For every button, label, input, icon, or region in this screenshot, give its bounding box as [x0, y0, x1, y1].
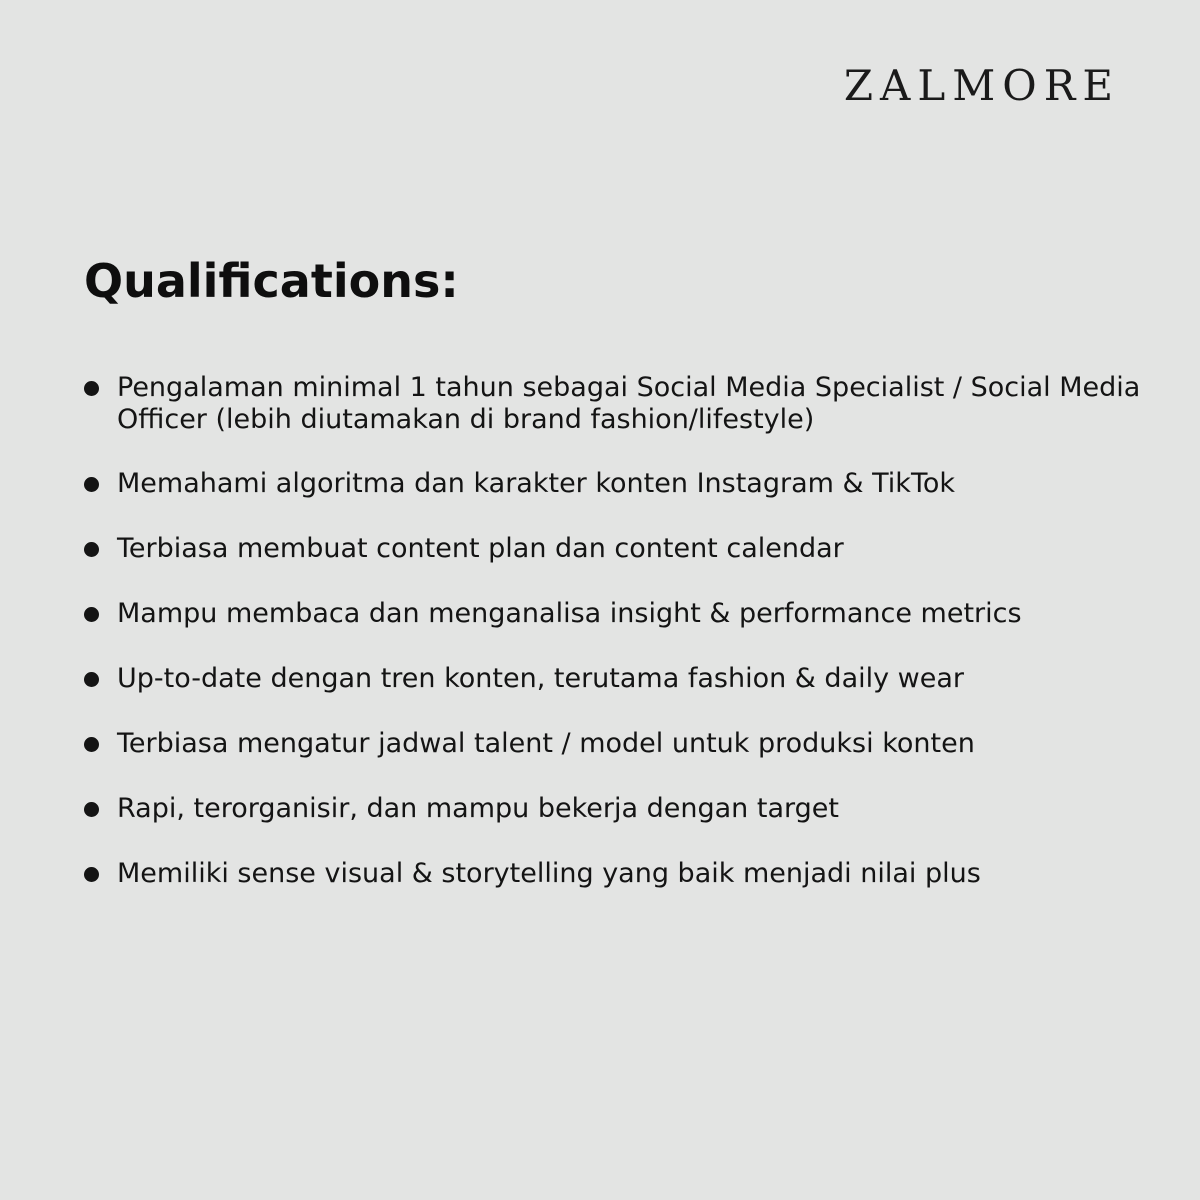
qualification-item [84, 598, 1144, 630]
bullet-icon [84, 381, 99, 396]
qualification-item [84, 793, 1144, 825]
qualification-text: Up-to-date dengan tren konten, terutama fashion & daily wear [117, 663, 965, 694]
bullet-icon [84, 867, 99, 882]
qualification-item [84, 533, 1144, 565]
qualification-text: Terbiasa mengatur jadwal talent / model untuk produksi konten [117, 728, 975, 759]
section-heading: Qualifications: [84, 254, 459, 308]
qualification-text: Pengalaman minimal 1 tahun sebagai Social Media Specialist / Social Media Officer (lebih diutamakan di brand fashion/lifestyle) [117, 372, 1141, 435]
bullet-icon [84, 672, 99, 687]
qualification-text: Memahami algoritma dan karakter konten Instagram & TikTok [117, 468, 956, 499]
bullet-icon [84, 477, 99, 492]
bullet-icon [84, 737, 99, 752]
qualification-text: Memiliki sense visual & storytelling yang baik menjadi nilai plus [117, 858, 981, 889]
bullet-icon [84, 802, 99, 817]
qualification-item [84, 663, 1144, 695]
qualifications-list [84, 372, 1144, 923]
qualification-item [84, 468, 1144, 500]
qualification-item [84, 858, 1144, 890]
qualification-text: Rapi, terorganisir, dan mampu bekerja dengan target [117, 793, 839, 824]
brand-logo: ZALMORE [843, 61, 1120, 110]
qualification-text: Mampu membaca dan menganalisa insight & performance metrics [117, 598, 1022, 629]
qualification-text: Terbiasa membuat content plan dan content calendar [117, 533, 844, 564]
qualification-item [84, 728, 1144, 760]
bullet-icon [84, 607, 99, 622]
bullet-icon [84, 542, 99, 557]
qualification-item [84, 372, 1144, 436]
